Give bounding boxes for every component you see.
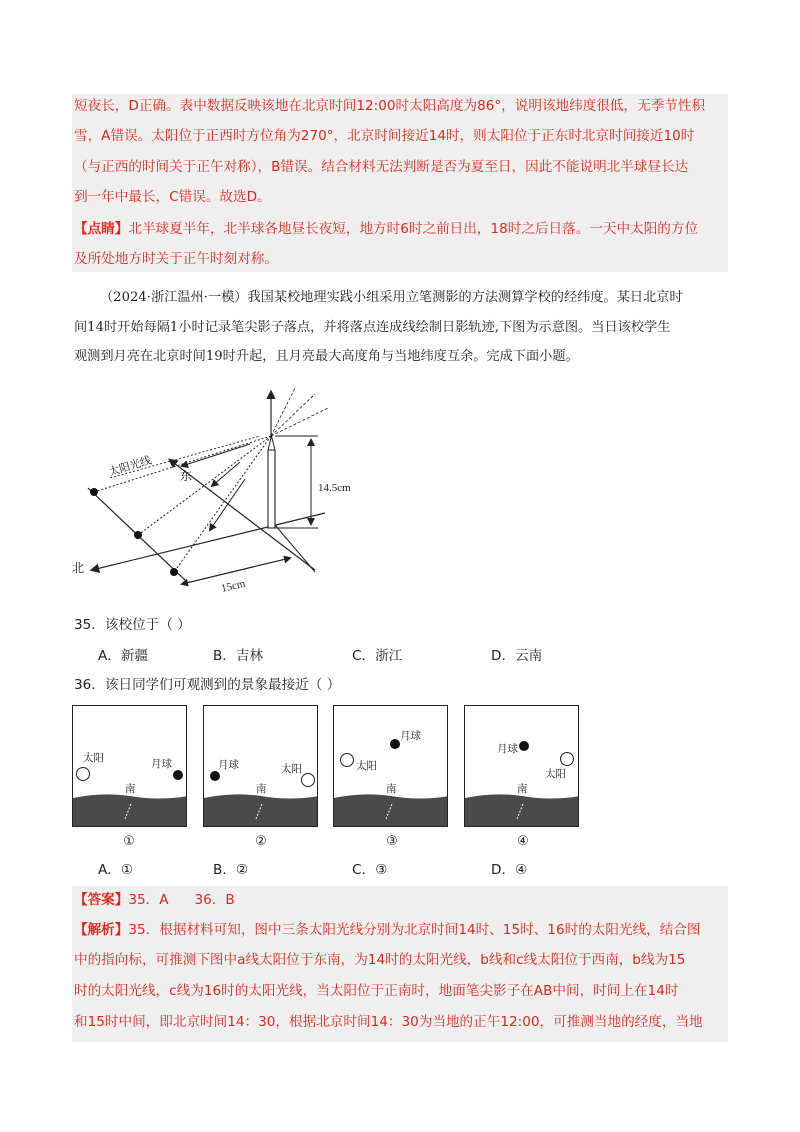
north-label: 北 xyxy=(72,561,85,575)
prev-solution-block xyxy=(72,94,728,272)
panel-number-1: ① xyxy=(123,834,135,849)
intro-line: （2024·浙江温州·一模）我国某校地理实践小组采用立笔测影的方法测算学校的经纬度。某日北京时 xyxy=(100,290,683,305)
moon-label: 月球 xyxy=(151,758,172,770)
south-label: 南 xyxy=(517,783,528,795)
intro-line: 间14时开始每隔1小时记录笔尖影子落点，并将落点连成线绘制日影轨迹,下图为示意图。当日该校学生 xyxy=(74,320,671,335)
intro-line: 观测到月亮在北京时间19时升起，且月亮最大高度角与当地纬度互余。完成下面小题。 xyxy=(74,349,579,364)
moon-label: 月球 xyxy=(400,730,421,742)
panel-number-4: ④ xyxy=(517,834,529,849)
sun-label: 太阳 xyxy=(356,760,377,772)
shadow-track-ext xyxy=(275,525,315,572)
shadow-point xyxy=(90,488,98,496)
shadow-diagram xyxy=(70,380,430,610)
prev-solution-line: （与正西的时间关于正午对称），B错误。结合材料无法判断是否为夏至日，因此不能说明北半球昼长达 xyxy=(74,159,689,175)
ground xyxy=(465,794,579,827)
height-label: 14.5cm xyxy=(318,482,351,494)
moon-icon xyxy=(519,741,529,751)
moon-icon xyxy=(173,770,183,780)
q36-option-a[interactable]: A．① xyxy=(98,862,134,878)
q35-option-a[interactable]: A．新疆 xyxy=(98,648,149,664)
q35-option-d[interactable]: D．云南 xyxy=(491,648,543,664)
length-label: 15cm xyxy=(219,577,247,595)
sun-ray-label: 太阳光线 xyxy=(107,453,153,479)
sun-icon xyxy=(561,753,574,766)
scene-panel-3 xyxy=(333,705,448,827)
ray-extension xyxy=(271,408,328,436)
north-axis xyxy=(92,513,325,570)
analysis-line: 中的指向标，可推测下图中a线太阳位于东南，为14时的太阳光线，b线和c线太阳位于西南，b线为15 xyxy=(74,952,686,968)
analysis-line: 时的太阳光线，c线为16时的太阳光线，当太阳位于正南时，地面笔尖影子在AB中间，时间上在14时 xyxy=(74,983,679,999)
analysis-text: 35．根据材料可知，图中三条太阳光线分别为北京时间14时、15时、16时的太阳光线，结合图 xyxy=(128,922,701,938)
q35-option-b[interactable]: B．吉林 xyxy=(213,648,264,664)
south-label: 南 xyxy=(256,783,267,795)
pen-tip xyxy=(268,436,275,450)
q36-option-b[interactable]: B．② xyxy=(213,862,249,878)
south-label: 南 xyxy=(386,783,397,795)
shadow-point xyxy=(134,531,142,539)
pen xyxy=(268,450,275,528)
scene-panel-1 xyxy=(72,705,187,827)
panel-number-2: ② xyxy=(255,834,267,849)
question-36: 36．该日同学们可观测到的景象最接近（ ） xyxy=(74,677,341,693)
note-line: 及所处地方时关于正午时刻对称。 xyxy=(74,251,278,267)
ray-extension xyxy=(271,394,315,436)
south-label: 南 xyxy=(125,783,136,795)
moon-icon xyxy=(210,771,220,781)
sun-label: 太阳 xyxy=(83,752,104,764)
ray-extension xyxy=(271,388,295,436)
ground xyxy=(334,794,448,827)
scene-panel-4 xyxy=(464,705,579,827)
sun-label: 太阳 xyxy=(545,768,566,780)
ray-arrow xyxy=(210,479,245,530)
analysis-line: 和15时中间，即北京时间14：30，根据北京时间14：30为当地的正午12:00，可推测当地的经度，当地 xyxy=(74,1014,703,1030)
q36-option-c[interactable]: C．③ xyxy=(352,862,388,878)
ground xyxy=(204,794,318,827)
sun-icon xyxy=(77,768,90,781)
moon-icon xyxy=(390,739,400,749)
prev-solution-line: 短夜长，D正确。表中数据反映该地在北京时间12:00时太阳高度为86°，说明该地纬度很低，无季节性积 xyxy=(74,98,706,114)
sun-label: 太阳 xyxy=(281,763,302,775)
q36-option-d[interactable]: D．④ xyxy=(491,862,528,878)
scene-panel-2 xyxy=(203,705,318,827)
answer-tag: 【答案】 xyxy=(74,892,129,908)
ground xyxy=(73,794,187,827)
q35-option-c[interactable]: C．浙江 xyxy=(352,648,403,664)
shadow-point xyxy=(170,568,178,576)
ray-arrow xyxy=(212,462,240,486)
analysis-tag: 【解析】 xyxy=(74,922,129,938)
sun-icon xyxy=(302,774,315,787)
note-text: 北半球夏半年，北半球各地昼长夜短，地方时6时之前日出，18时之后日落。一天中太阳的方位 xyxy=(128,221,699,237)
question-35: 35．该校位于（ ） xyxy=(74,617,191,633)
note-tag: 【点睛】 xyxy=(74,221,129,237)
panel-number-3: ③ xyxy=(386,834,398,849)
prev-solution-line: 雪，A错误。太阳位于正西时方位角为270°，北京时间接近14时，则太阳位于正东时北京时间接近10时 xyxy=(74,128,695,144)
prev-solution-line: 到一年中最长，C错误。故选D。 xyxy=(74,189,271,205)
answer-line xyxy=(74,890,235,910)
moon-label: 月球 xyxy=(497,743,518,755)
moon-label: 月球 xyxy=(218,759,239,771)
note-line xyxy=(74,219,698,239)
analysis-line xyxy=(74,920,701,940)
answer-text: 35．A 36．B xyxy=(128,892,235,908)
east-label: 东 xyxy=(180,469,193,483)
sun-icon xyxy=(341,754,354,767)
